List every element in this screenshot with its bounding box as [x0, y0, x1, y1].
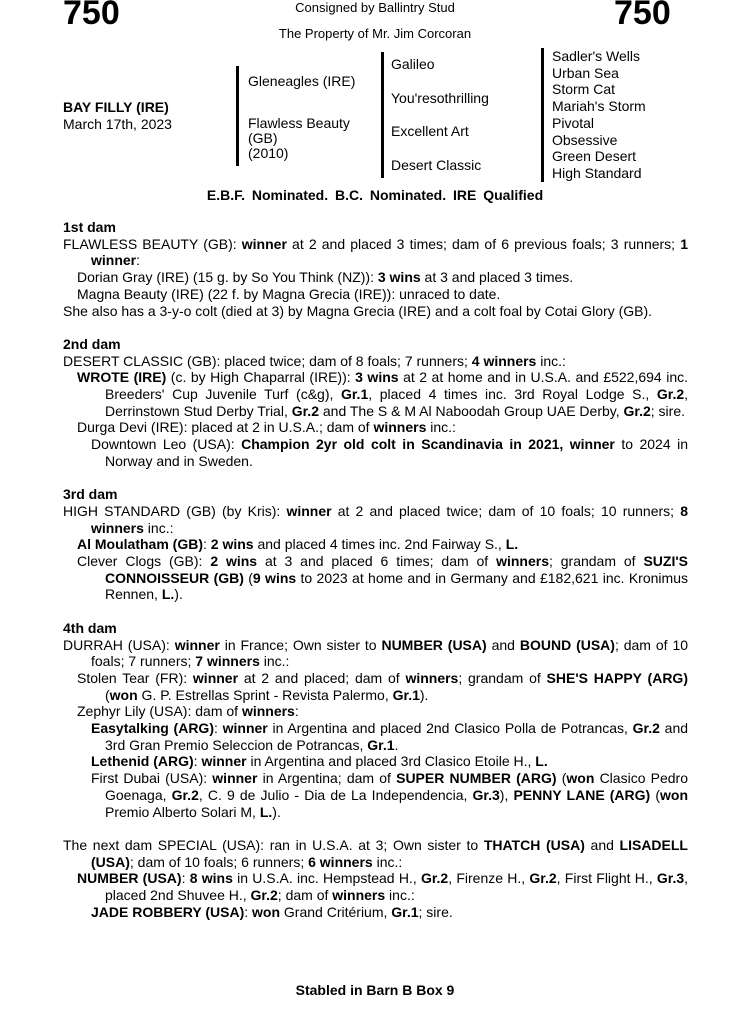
pedigree-sire-dam: You'resothrilling	[391, 90, 489, 106]
produce-entry: Clever Clogs (GB): 2 wins at 3 and placed 6 times; dam of winners; grandam of SUZI'S CONNOISSEUR (GB) (9 wins to 2023 at home and in Germany and £182,621 inc. Kronimus Rennen, L.).	[77, 553, 688, 603]
section-heading-4th-dam: 4th dam	[63, 619, 117, 636]
pedigree-gen3-6: Obsessive	[552, 131, 618, 148]
produce-entry: First Dubai (USA): winner in Argentina; dam of SUPER NUMBER (ARG) (won Clasico Pedro Goenaga, Gr.2, C. 9 de Julio - Dia de La Independencia, Gr.3), PENNY LANE (ARG) (won Premio Alberto Solari M, L.).	[91, 770, 689, 820]
pedigree-bracket-1	[236, 66, 239, 166]
produce-entry: Durga Devi (IRE): placed at 2 in U.S.A.; dam of winners inc.:	[77, 419, 456, 436]
pedigree-dam-origin: (GB)	[248, 130, 278, 146]
lot-number-left: 750	[63, 0, 120, 32]
produce-entry: Magna Beauty (IRE) (22 f. by Magna Grecia (IRE)): unraced to date.	[77, 285, 501, 302]
produce-entry: NUMBER (USA): 8 wins in U.S.A. inc. Hempstead H., Gr.2, Firenze H., Gr.2, First Flight H., Gr.3, placed 2nd Shuvee H., Gr.2; dam of winners inc.:	[77, 870, 689, 904]
pedigree-third-generation	[552, 48, 646, 182]
produce-entry: Downtown Leo (USA): Champion 2yr old colt in Scandinavia in 2021, winner to 2024 in Norway and in Sweden.	[91, 436, 688, 469]
consignor: Consigned by Ballintry Stud	[295, 0, 455, 15]
produce-entry: WROTE (IRE) (c. by High Chaparral (IRE)): 3 wins at 2 at home and in U.S.A. and £522,694 inc. Breeders' Cup Juvenile Turf (c&g), Gr.1, placed 4 times inc. 3rd Royal Lodge S., Gr.2, Derrinstown Stud Derby Trial, Gr.2 and The S & M Al Naboodah Group UAE Derby, Gr.2; sire.	[77, 369, 689, 419]
pedigree-dam-year: (2010)	[248, 145, 289, 161]
dam-entry: DESERT CLASSIC (GB): placed twice; dam of 8 foals; 7 runners; 4 winners inc.:	[63, 352, 566, 369]
nominations: E.B.F. Nominated. B.C. Nominated. IRE Qualified	[206, 187, 544, 203]
pedigree-gen3-4: Mariah's Storm	[552, 98, 646, 115]
pedigree-dam	[248, 116, 350, 161]
pedigree-sire: Gleneagles (IRE)	[248, 73, 356, 89]
pedigree-bracket-3	[541, 48, 544, 182]
produce-entry: JADE ROBBERY (USA): won Grand Critérium, Gr.1; sire.	[91, 903, 453, 920]
stabling-info: Stabled in Barn B Box 9	[295, 982, 455, 998]
produce-entry: Dorian Gray (IRE) (15 g. by So You Think (NZ)): 3 wins at 3 and placed 3 times.	[77, 269, 574, 286]
section-heading-1st-dam: 1st dam	[63, 219, 116, 235]
produce-entry: Stolen Tear (FR): winner at 2 and placed; dam of winners; grandam of SHE'S HAPPY (ARG) (won G. P. Estrellas Sprint - Revista Palermo, Gr.1).	[77, 669, 688, 703]
dam-entry: HIGH STANDARD (GB) (by Kris): winner at 2 and placed twice; dam of 10 foals; 10 runners; 8 winners inc.:	[63, 502, 689, 536]
pedigree-gen3-5: Pivotal	[552, 114, 595, 131]
pedigree-sire-sire: Galileo	[391, 56, 435, 72]
lot-number-right: 750	[614, 0, 671, 32]
produce-entry: Zephyr Lily (USA): dam of winners:	[77, 703, 299, 720]
pedigree-gen3-7: Green Desert	[552, 148, 637, 165]
dam-entry: FLAWLESS BEAUTY (GB): winner at 2 and placed 3 times; dam of 6 previous foals; 3 runners; 1 winner:	[63, 235, 688, 269]
pedigree-dam-sire: Excellent Art	[391, 123, 469, 139]
pedigree-bracket-2	[381, 52, 384, 178]
section-heading-2nd-dam: 2nd dam	[63, 335, 121, 352]
pedigree-gen3-1: Sadler's Wells	[552, 48, 640, 64]
produce-entry: Lethenid (ARG): winner in Argentina and placed 3rd Clasico Etoile H., L.	[91, 753, 548, 770]
next-dam-entry: The next dam SPECIAL (USA): ran in U.S.A. at 3; Own sister to THATCH (USA) and LISADELL (USA); dam of 10 foals; 6 runners; 6 winners inc.:	[63, 836, 688, 870]
pedigree-gen3-3: Storm Cat	[552, 81, 616, 98]
property-of: The Property of Mr. Jim Corcoran	[278, 26, 472, 41]
produce-entry: Al Moulatham (GB): 2 wins and placed 4 times inc. 2nd Fairway S., L.	[77, 536, 519, 553]
produce-entry: Easytalking (ARG): winner in Argentina and placed 2nd Clasico Polla de Potrancas, Gr.2 and 3rd Gran Premio Seleccion de Potrancas, Gr.1.	[91, 720, 689, 753]
pedigree-gen3-2: Urban Sea	[552, 64, 619, 81]
dam-note: She also has a 3-y-o colt (died at 3) by Magna Grecia (IRE) and a colt foal by Cotai Glory (GB).	[63, 302, 653, 319]
pedigree-dam-dam: Desert Classic	[391, 157, 482, 173]
catalogue-body	[63, 219, 688, 920]
pedigree-dam-name: Flawless Beauty	[248, 115, 350, 131]
dam-entry: DURRAH (USA): winner in France; Own sister to NUMBER (USA) and BOUND (USA); dam of 10 foals; 7 runners; 7 winners inc.:	[63, 636, 689, 670]
horse-name: BAY FILLY (IRE)	[63, 99, 169, 115]
pedigree-gen3-8: High Standard	[552, 164, 642, 181]
section-heading-3rd-dam: 3rd dam	[63, 486, 118, 503]
horse-foaled-date: March 17th, 2023	[63, 116, 172, 132]
